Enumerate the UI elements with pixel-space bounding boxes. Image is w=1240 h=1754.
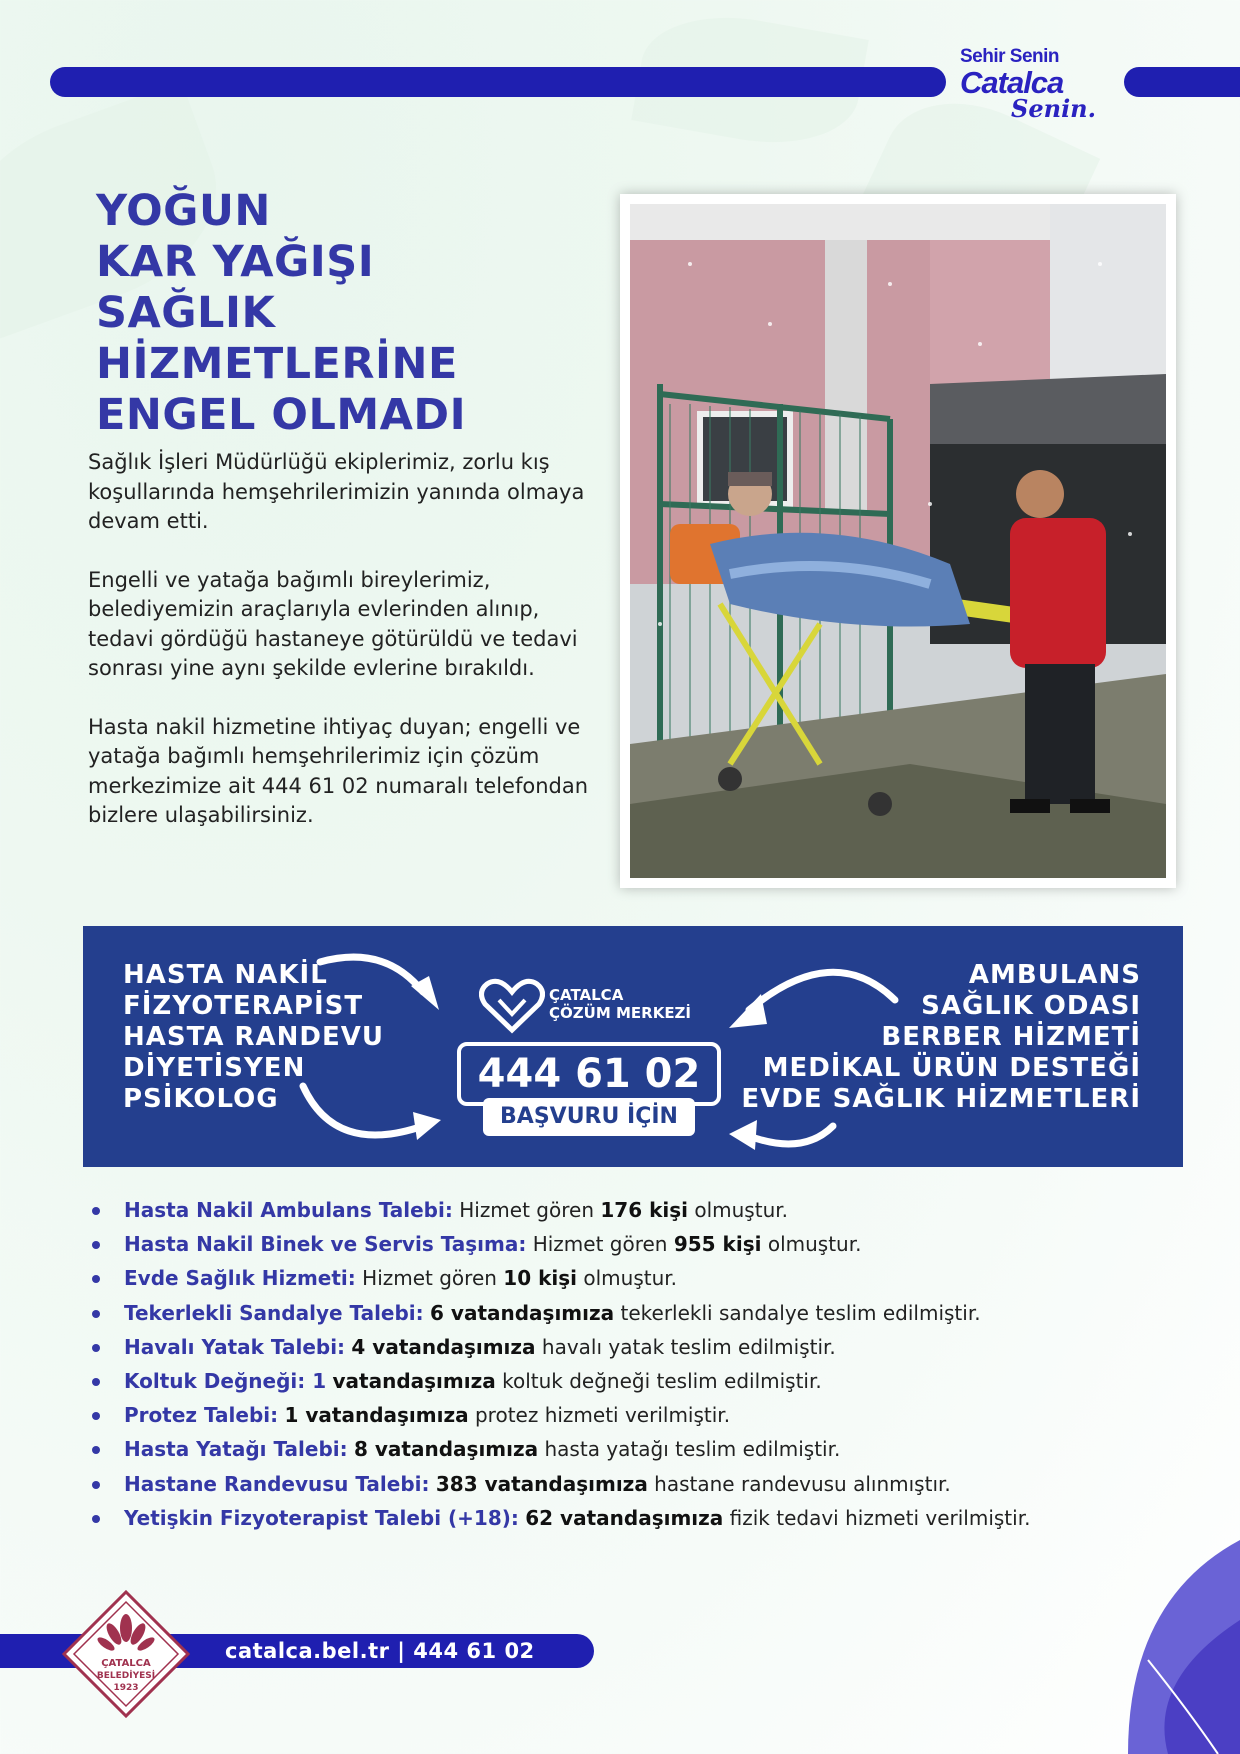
- stat-label: Havalı Yatak Talebi:: [124, 1334, 346, 1359]
- service-item: MEDİKAL ÜRÜN DESTEĞİ: [762, 1053, 1141, 1083]
- apply-label: BAŞVURU İÇİN: [483, 1098, 695, 1136]
- stat-item: [88, 1193, 1198, 1227]
- statistics-list: [88, 1193, 1198, 1535]
- brand-line1: Sehir Senin: [960, 46, 1060, 67]
- stat-suffix: olmuştur.: [577, 1266, 678, 1291]
- arrow-icon: [295, 1076, 445, 1156]
- stat-prefix: Hizmet gören: [355, 1266, 504, 1291]
- stat-value: 6 vatandaşımıza: [430, 1300, 615, 1325]
- service-item: HASTA RANDEVU: [123, 1022, 384, 1052]
- stat-label: Hasta Yatağı Talebi:: [124, 1437, 348, 1462]
- title-line: SAĞLIK: [96, 288, 276, 338]
- service-item: BERBER HİZMETİ: [881, 1022, 1141, 1052]
- stat-value: vatandaşımıza: [332, 1369, 496, 1394]
- solution-center-name: [549, 986, 691, 1022]
- intro-paragraph: Engelli ve yatağa bağımlı bireylerimiz, belediyemizin araçlarıyla evlerinden alınıp, tedavi gördüğü hastaneye götürüldü ve tedavi sonrası yine aynı şekilde evlerine bırakıldı.: [88, 567, 578, 680]
- solution-center-line2: ÇÖZÜM MERKEZİ: [549, 1004, 692, 1022]
- stat-prefix: Hizmet gören: [526, 1232, 674, 1257]
- stat-item: [88, 1296, 1198, 1330]
- stat-suffix: fizik tedavi hizmeti verilmiştir.: [723, 1505, 1031, 1530]
- stat-value: 176 kişi: [600, 1198, 688, 1222]
- service-item: DİYETİSYEN: [123, 1053, 306, 1083]
- stat-suffix: hastane randevusu alınmıştır.: [647, 1471, 951, 1496]
- right-services-list: [741, 960, 1141, 1115]
- service-item: SAĞLIK ODASI: [921, 991, 1141, 1021]
- header-bar-right: [1124, 67, 1240, 97]
- solution-center-line1: ÇATALCA: [549, 986, 624, 1004]
- stat-item: [88, 1467, 1198, 1501]
- stat-label: Evde Sağlık Hizmeti:: [124, 1266, 356, 1291]
- stat-suffix: koltuk değneği teslim edilmiştir.: [495, 1369, 822, 1394]
- intro-text: [88, 448, 598, 860]
- service-item: HASTA NAKİL: [123, 960, 328, 990]
- stat-item: [88, 1261, 1198, 1295]
- page-title: [96, 186, 616, 441]
- stat-item: [88, 1364, 1198, 1398]
- stat-label: Tekerlekli Sandalye Talebi:: [124, 1300, 424, 1325]
- service-item: PSİKOLOG: [123, 1084, 279, 1114]
- stat-label: Protez Talebi:: [124, 1403, 279, 1428]
- service-item: FİZYOTERAPİST: [123, 991, 364, 1021]
- stat-item: [88, 1501, 1198, 1535]
- stat-item: [88, 1398, 1198, 1432]
- stat-suffix: tekerlekli sandalye teslim edilmiştir.: [614, 1300, 981, 1325]
- stat-item: [88, 1227, 1198, 1261]
- crest-line1: ÇATALCA: [101, 1658, 151, 1669]
- brand-line3: Senin.: [1011, 94, 1096, 123]
- stat-suffix: olmuştur.: [761, 1232, 862, 1257]
- stat-value: 1 vatandaşımıza: [284, 1403, 469, 1428]
- brand-line2: Catalca: [960, 65, 1064, 100]
- crest-line2: BELEDİYESİ: [96, 1671, 156, 1681]
- title-line: YOĞUN: [96, 186, 271, 236]
- stat-label: Hasta Nakil Ambulans Talebi:: [124, 1198, 453, 1222]
- arrow-icon: [315, 948, 445, 1018]
- stat-value: 10 kişi: [503, 1266, 578, 1291]
- stat-value: 383 vatandaşımıza: [435, 1471, 648, 1496]
- intro-paragraph: Sağlık İşleri Müdürlüğü ekiplerimiz, zorlu kış koşullarında hemşehrilerimizin yanında olmaya devam etti.: [88, 450, 585, 533]
- stat-label: Hasta Nakil Binek ve Servis Taşıma:: [124, 1232, 527, 1257]
- stat-suffix: havalı yatak teslim edilmiştir.: [535, 1334, 836, 1359]
- stat-suffix: hasta yatağı teslim edilmiştir.: [538, 1437, 841, 1462]
- intro-paragraph: Hasta nakil hizmetine ihtiyaç duyan; engelli ve yatağa bağımlı hemşehrilerimiz için çözüm merkezimize ait 444 61 02 numaralı telefondan bizlere ulaşabilirsiniz.: [88, 714, 589, 827]
- crest-year: 1923: [113, 1683, 139, 1693]
- title-line: ENGEL OLMADI: [96, 390, 467, 440]
- stat-value: 955 kişi: [673, 1232, 762, 1257]
- services-banner: [83, 926, 1183, 1167]
- title-line: KAR YAĞIŞI: [96, 237, 375, 287]
- stat-suffix: olmuştur.: [688, 1198, 788, 1222]
- title-line: HİZMETLERİNE: [96, 339, 458, 389]
- heart-icon: [479, 978, 545, 1034]
- stat-value: 62 vatandaşımıza: [525, 1505, 724, 1530]
- phone-number[interactable]: 444 61 02: [457, 1042, 721, 1106]
- municipality-crest: [62, 1590, 190, 1718]
- corner-leaf-decoration: [1108, 1540, 1240, 1754]
- brand-logo: [960, 46, 1110, 136]
- stat-label: Koltuk Değneği: 1: [124, 1369, 327, 1394]
- service-item: EVDE SAĞLIK HİZMETLERİ: [741, 1084, 1141, 1114]
- service-item: AMBULANS: [968, 960, 1141, 990]
- stat-label: Yetişkin Fizyoterapist Talebi (+18):: [124, 1505, 519, 1530]
- stat-prefix: Hizmet gören: [452, 1198, 601, 1222]
- stat-value: 8 vatandaşımıza: [354, 1437, 539, 1462]
- photo-illustration: [630, 204, 1166, 878]
- solution-center: [449, 978, 721, 1146]
- stat-label: Hastane Randevusu Talebi:: [124, 1471, 430, 1496]
- solution-center-brand: [449, 978, 721, 1036]
- stat-suffix: protez hizmeti verilmiştir.: [468, 1403, 731, 1428]
- stat-value: 4 vatandaşımıza: [351, 1334, 536, 1359]
- footer-contact[interactable]: catalca.bel.tr | 444 61 02: [225, 1639, 535, 1663]
- stat-item: [88, 1432, 1198, 1466]
- stat-item: [88, 1330, 1198, 1364]
- header-bar-left: [50, 67, 946, 97]
- news-photo: [620, 194, 1176, 888]
